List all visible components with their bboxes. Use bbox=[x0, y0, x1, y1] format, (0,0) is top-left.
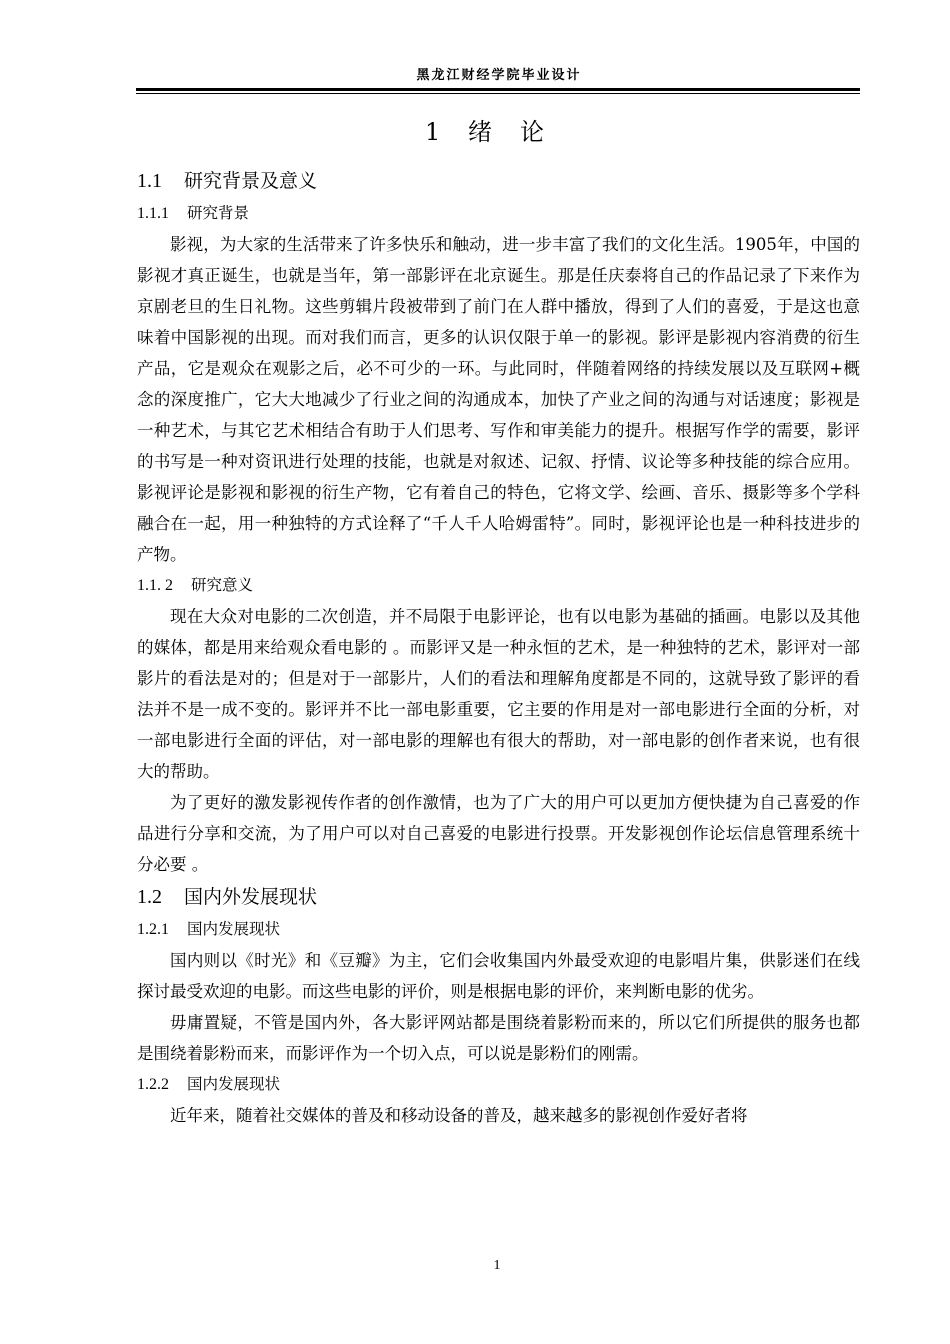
subsection-title: 研究背景 bbox=[187, 204, 250, 222]
section-heading bbox=[137, 164, 860, 198]
page-content bbox=[137, 112, 860, 1131]
subsection-number: 1.2.2 bbox=[137, 1076, 169, 1093]
chapter-heading bbox=[137, 112, 860, 156]
section-heading bbox=[137, 880, 860, 914]
header-rule-thick bbox=[136, 88, 860, 91]
subsection-title: 国内发展现状 bbox=[187, 920, 281, 938]
header-rule-thin bbox=[136, 93, 860, 94]
body-paragraph: 近年来，随着社交媒体的普及和移动设备的普及，越来越多的影视创作爱好者将 bbox=[170, 1106, 748, 1125]
subsection-title: 研究意义 bbox=[191, 576, 254, 594]
section-title: 国内外发展现状 bbox=[184, 886, 318, 908]
section-number: 1.1 bbox=[137, 170, 162, 192]
body-paragraph: 影视，为大家的生活带来了许多快乐和触动，进一步丰富了我们的文化生活。1905年，中国的影视才真正诞生，也就是当年，第一部影评在北京诞生。那是任庆泰将自己的作品记录了下来作为京剧老旦的生日礼物。这些剪辑片段被带到了前门在人群中播放，得到了人们的喜爱，于是这也意味着中国影视的出现。而对我们而言，更多的认识仅限于单一的影视。影评是影视内容消费的衍生产品，它是观众在观影之后，必不可少的一环。与此同时，伴随着网络的持续发展以及互联网+概念的深度推广，它大大地减少了行业之间的沟通成本，加快了产业之间的沟通与对话速度；影视是一种艺术，与其它艺术相结合有助于人们思考、写作和审美能力的提升。根据写作学的需要，影评的书写是一种对资讯进行处理的技能，也就是对叙述、记叙、抒情、议论等多种技能的综合应用。影视评论是影视和影视的衍生产物，它有着自己的特色，它将文学、绘画、音乐、摄影等多个学科融合在一起，用一种独特的方式诠释了“千人千人哈姆雷特”。同时，影视评论也是一种科技进步的产物。 bbox=[137, 235, 860, 564]
page-number: 1 bbox=[493, 1258, 501, 1273]
subsection-heading bbox=[137, 1069, 860, 1100]
subsection-number: 1.1. 2 bbox=[137, 577, 173, 594]
subsection-heading bbox=[137, 570, 860, 601]
subsection-heading bbox=[137, 198, 860, 229]
subsection-title: 国内发展现状 bbox=[187, 1075, 281, 1093]
subsection-number: 1.2.1 bbox=[137, 921, 169, 938]
chapter-number: 1 bbox=[425, 118, 441, 146]
body-paragraph: 现在大众对电影的二次创造，并不局限于电影评论，也有以电影为基础的插画。电影以及其他的媒体，都是用来给观众看电影的 。而影评又是一种永恒的艺术，是一种独特的艺术，影评对一部影片的看法是对的；但是对于一部影片，人们的看法和理解角度都是不同的，这就导致了影评的看法并不是一成不变的。影评并不比一部电影重要，它主要的作用是对一部电影进行全面的分析，对一部电影进行全面的评估，对一部电影的理解也有很大的帮助，对一部电影的创作者来说，也有很大的帮助。 bbox=[137, 607, 860, 781]
body-paragraph: 为了更好的激发影视传作者的创作激情，也为了广大的用户可以更加方便快捷为自己喜爱的作品进行分享和交流，为了用户可以对自己喜爱的电影进行投票。开发影视创作论坛信息管理系统十分必要 。 bbox=[137, 793, 860, 874]
subsection-number: 1.1.1 bbox=[137, 205, 169, 222]
subsection-heading bbox=[137, 914, 860, 945]
section-title: 研究背景及意义 bbox=[184, 170, 318, 192]
running-header: 黑龙江财经学院毕业设计 bbox=[416, 68, 582, 83]
chapter-title: 绪论 bbox=[467, 118, 572, 146]
body-paragraph: 国内则以《时光》和《豆瓣》为主，它们会收集国内外最受欢迎的电影唱片集，供影迷们在线探讨最受欢迎的电影。而这些电影的评价，则是根据电影的评价，来判断电影的优劣。 bbox=[137, 951, 860, 1001]
body-paragraph: 毋庸置疑，不管是国内外，各大影评网站都是围绕着影粉而来的，所以它们所提供的服务也都是围绕着影粉而来，而影评作为一个切入点，可以说是影粉们的刚需。 bbox=[137, 1013, 860, 1063]
section-number: 1.2 bbox=[137, 886, 162, 908]
